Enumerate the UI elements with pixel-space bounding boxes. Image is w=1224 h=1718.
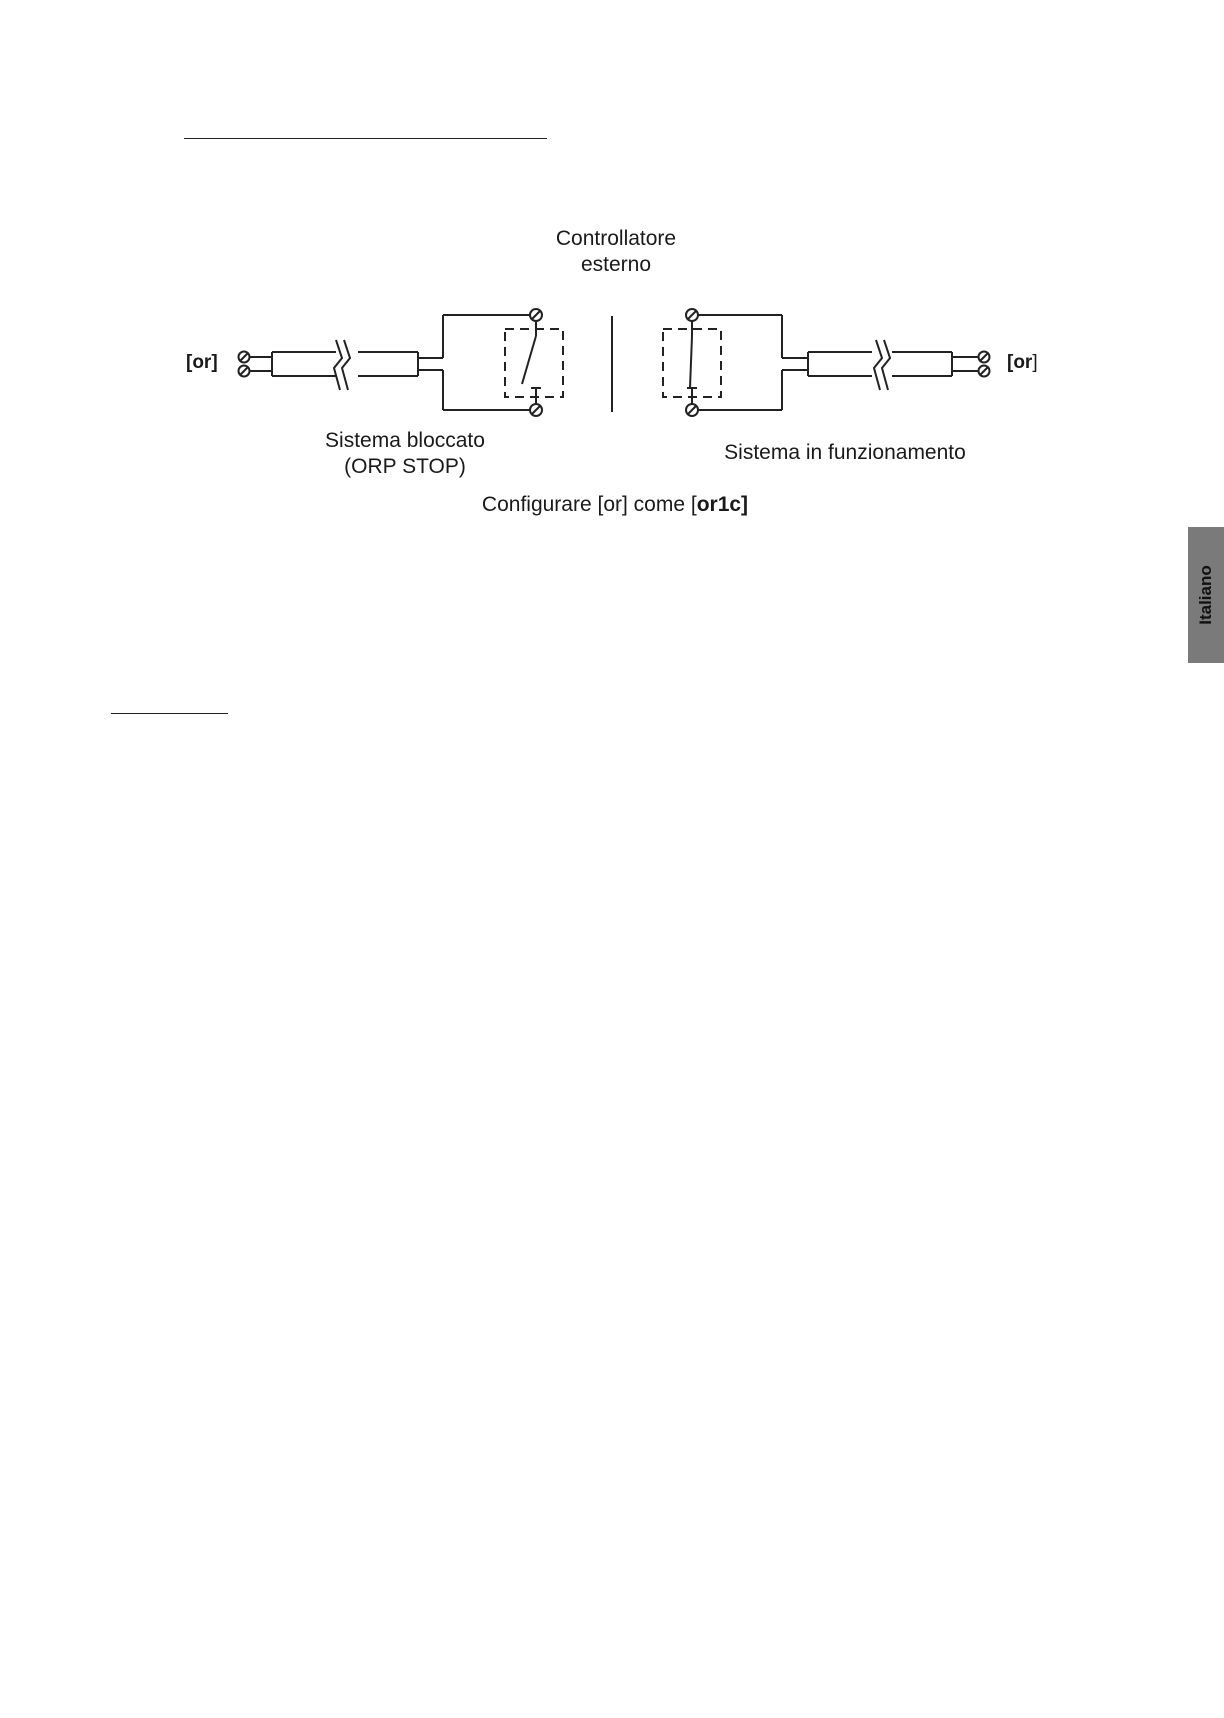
left-contact-wiring: [443, 309, 542, 416]
subsection-heading-underline: [111, 713, 228, 714]
system-locked-line1: Sistema bloccato: [325, 429, 485, 452]
right-terminal-bracket-open: [: [1007, 352, 1014, 373]
configure-caption-bracket: [: [690, 493, 697, 516]
language-side-tab: [1188, 527, 1224, 663]
language-side-tab-label: Italiano: [1196, 565, 1215, 625]
configure-caption: [450, 492, 780, 518]
external-controller-label-line2: esterno: [580, 253, 652, 276]
configure-caption-prefix: Configurare [or] come: [481, 493, 691, 516]
right-terminal-bracket-close: ]: [1032, 352, 1038, 373]
left-cable: [250, 340, 443, 390]
right-terminal-label: [1007, 352, 1038, 374]
right-terminal-name: or: [1013, 352, 1033, 373]
right-terminal-screws: [979, 352, 990, 377]
system-locked-line2: (ORP STOP): [344, 455, 466, 478]
external-controller-label: [516, 226, 716, 278]
left-terminal-screws: [239, 352, 250, 377]
external-controller-label-line1: Controllatore: [555, 227, 677, 250]
left-relay-box: [505, 321, 563, 404]
system-running-label: Sistema in funzionamento: [724, 441, 966, 464]
right-relay-box: [663, 321, 721, 404]
configure-caption-value: or1c]: [696, 493, 749, 516]
left-terminal-label: [or]: [186, 352, 218, 373]
orp-stop-wiring-diagram: [0, 0, 1224, 560]
right-contact-wiring: [686, 309, 808, 416]
wiring-schematic: [0, 0, 1224, 560]
system-locked-label: [305, 428, 505, 480]
right-cable: [808, 340, 978, 390]
